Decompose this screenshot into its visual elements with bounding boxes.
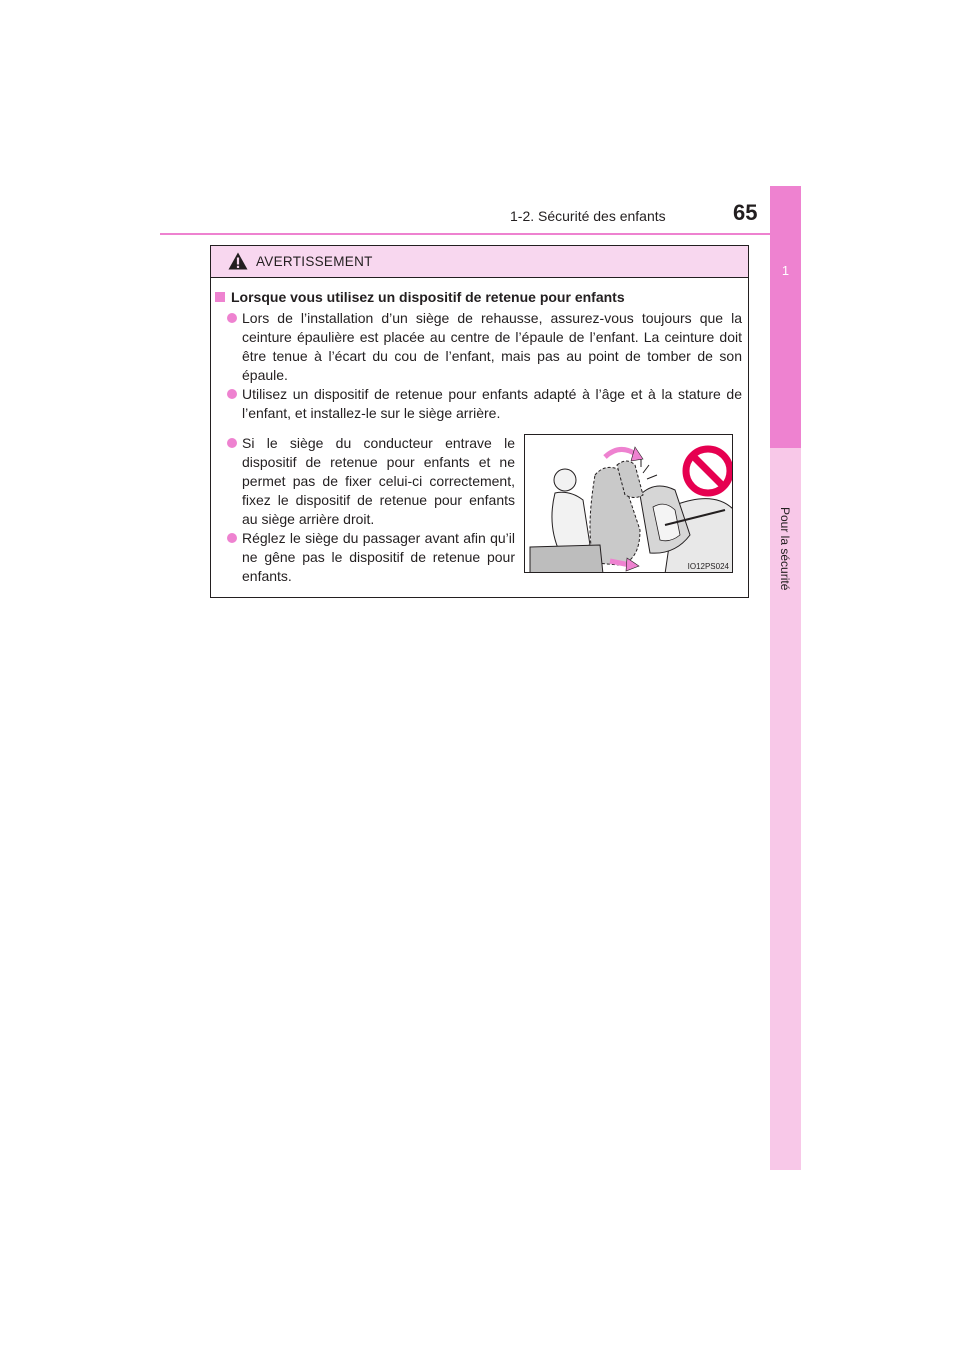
- square-bullet-icon: [215, 292, 225, 302]
- warning-title: AVERTISSEMENT: [256, 254, 373, 269]
- list-item: [242, 529, 515, 586]
- list-item: [242, 434, 515, 529]
- side-tab-chapter-marker: [770, 186, 801, 448]
- chapter-number: 1: [781, 263, 790, 278]
- bullet-dot-icon: [227, 438, 237, 448]
- illustration: [524, 434, 733, 573]
- chapter-title: Pour la sécurité: [778, 507, 792, 591]
- list-item-text: Si le siège du conducteur entrave le dispositif de retenue pour enfants et ne permet pas de fixer celui-ci correctement, fixez le dispositif de retenue pour enfants au siège arrière droit.: [242, 435, 515, 527]
- warning-box: [210, 245, 749, 598]
- list-item: [242, 309, 742, 385]
- list-item-text: Réglez le siège du passager avant afin qu’il ne gêne pas le dispositif de retenue pour enfants.: [242, 530, 515, 584]
- bullet-dot-icon: [227, 389, 237, 399]
- list-item-text: Lors de l’installation d’un siège de rehausse, assurez-vous toujours que la ceinture épaulière est placée au centre de l’épaule de l’enfant. La ceinture doit être tenue à l’écart du cou de l’enfant, mais pas au point de tomber de son épaule.: [242, 310, 742, 383]
- warning-subheading: [215, 289, 625, 305]
- bullet-dot-icon: [227, 313, 237, 323]
- warning-header: [211, 246, 748, 278]
- bullet-dot-icon: [227, 533, 237, 543]
- warning-subheading-text: Lorsque vous utilisez un dispositif de retenue pour enfants: [231, 289, 625, 305]
- section-title: 1-2. Sécurité des enfants: [510, 208, 666, 224]
- list-item-text: Utilisez un dispositif de retenue pour enfants adapté à l’âge et à la stature de l’enfant, et installez-le sur le siège arrière.: [242, 386, 742, 421]
- child-seat-illustration: [525, 435, 733, 573]
- list-item: [242, 385, 742, 423]
- page-number: 65: [733, 200, 758, 225]
- header-rule: [160, 233, 801, 235]
- warning-triangle-icon: [228, 252, 248, 270]
- illustration-code: IO12PS024: [687, 562, 729, 571]
